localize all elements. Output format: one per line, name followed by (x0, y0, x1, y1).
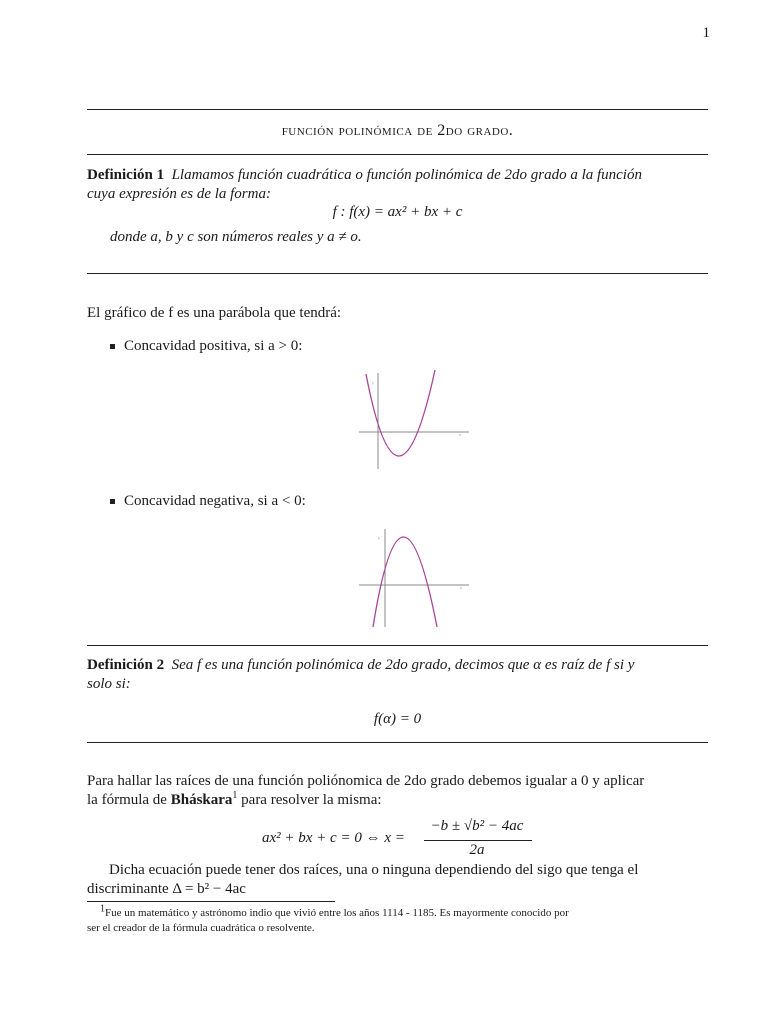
bhaskara-fraction-bar (424, 840, 532, 841)
bhaskara-numerator: −b ± √b² − 4ac (430, 818, 524, 834)
definition-1-condition: donde a, b y c son números reales y a ≠ o. (110, 229, 362, 245)
definition-1-label: Definición 1 (87, 167, 165, 183)
definition-1-text-line1: Llamamos función cuadrática o función polinómica de 2do grado a la función (171, 167, 642, 183)
intro-text: El gráfico de f es una parábola que tendrá: (87, 305, 342, 321)
bhaskara-lhs: ax² + bx + c = 0 ⇔ x = (262, 830, 405, 846)
footnote-line1 (100, 905, 712, 921)
bullet-marker-2 (110, 499, 115, 504)
graph-positive-concavity (355, 365, 475, 475)
bullet-positive-concavity: Concavidad positiva, si a > 0: (124, 338, 303, 354)
bhaskara-denominator: 2a (469, 842, 485, 858)
definition-2-formula: f(α) = 0 (373, 711, 422, 727)
definition-1-rule (87, 273, 708, 274)
bhaskara-name: Bháskara (170, 792, 233, 808)
title-top-rule (87, 109, 708, 110)
definition-1-formula: f : f(x) = ax² + bx + c (332, 204, 463, 220)
footnote-marker: 1 (232, 790, 238, 801)
paragraph-roots-line2-pre: la fórmula de (87, 792, 171, 808)
parabola-up-curve (366, 370, 435, 456)
y-axis-label: y (372, 380, 374, 385)
footnote-mark: 1 (100, 903, 105, 915)
definition-1-text-line2: cuya expresión es de la forma: (87, 186, 271, 202)
paragraph-roots-line2-post: para resolver la misma: (237, 792, 382, 808)
x-axis-label: x (459, 432, 461, 437)
definition-2-top-rule (87, 645, 708, 646)
paragraph-roots-line2 (87, 790, 712, 810)
definition-1 (87, 165, 712, 185)
footnote-text-line2: ser el creador de la fórmula cuadrática o resolvente. (87, 922, 315, 934)
bullet-negative-concavity: Concavidad negativa, si a < 0: (124, 493, 306, 509)
y-axis-label: y (378, 535, 380, 540)
definition-2 (87, 655, 712, 675)
title-bottom-rule (87, 154, 708, 155)
x-axis-label: x (460, 585, 462, 590)
page-title: función polinómica de 2do grado. (281, 122, 514, 139)
paragraph-discriminant-line1: Dicha ecuación puede tener dos raíces, una o ninguna dependiendo del sigo que tenga el (109, 862, 639, 878)
page-number: 1 (702, 25, 710, 41)
definition-2-text-line2: solo si: (87, 676, 131, 692)
bullet-marker-1 (110, 344, 115, 349)
graph-negative-concavity (355, 525, 475, 630)
definition-2-label: Definición 2 (87, 657, 165, 673)
footnote-text-line1: Fue un matemático y astrónomo indio que vivió entre los años 1114 - 1185. Es mayormente conocido por (105, 907, 569, 919)
parabola-down-curve (373, 537, 437, 627)
definition-2-text-line1: Sea f es una función polinómica de 2do grado, decimos que α es raíz de f si y (171, 657, 635, 673)
paragraph-roots-line1: Para hallar las raíces de una función poliónomica de 2do grado debemos igualar a 0 y aplicar (87, 773, 645, 789)
paragraph-discriminant-line2: discriminante Δ = b² − 4ac (87, 881, 246, 897)
footnote-rule (87, 901, 335, 902)
definition-2-bottom-rule (87, 742, 708, 743)
